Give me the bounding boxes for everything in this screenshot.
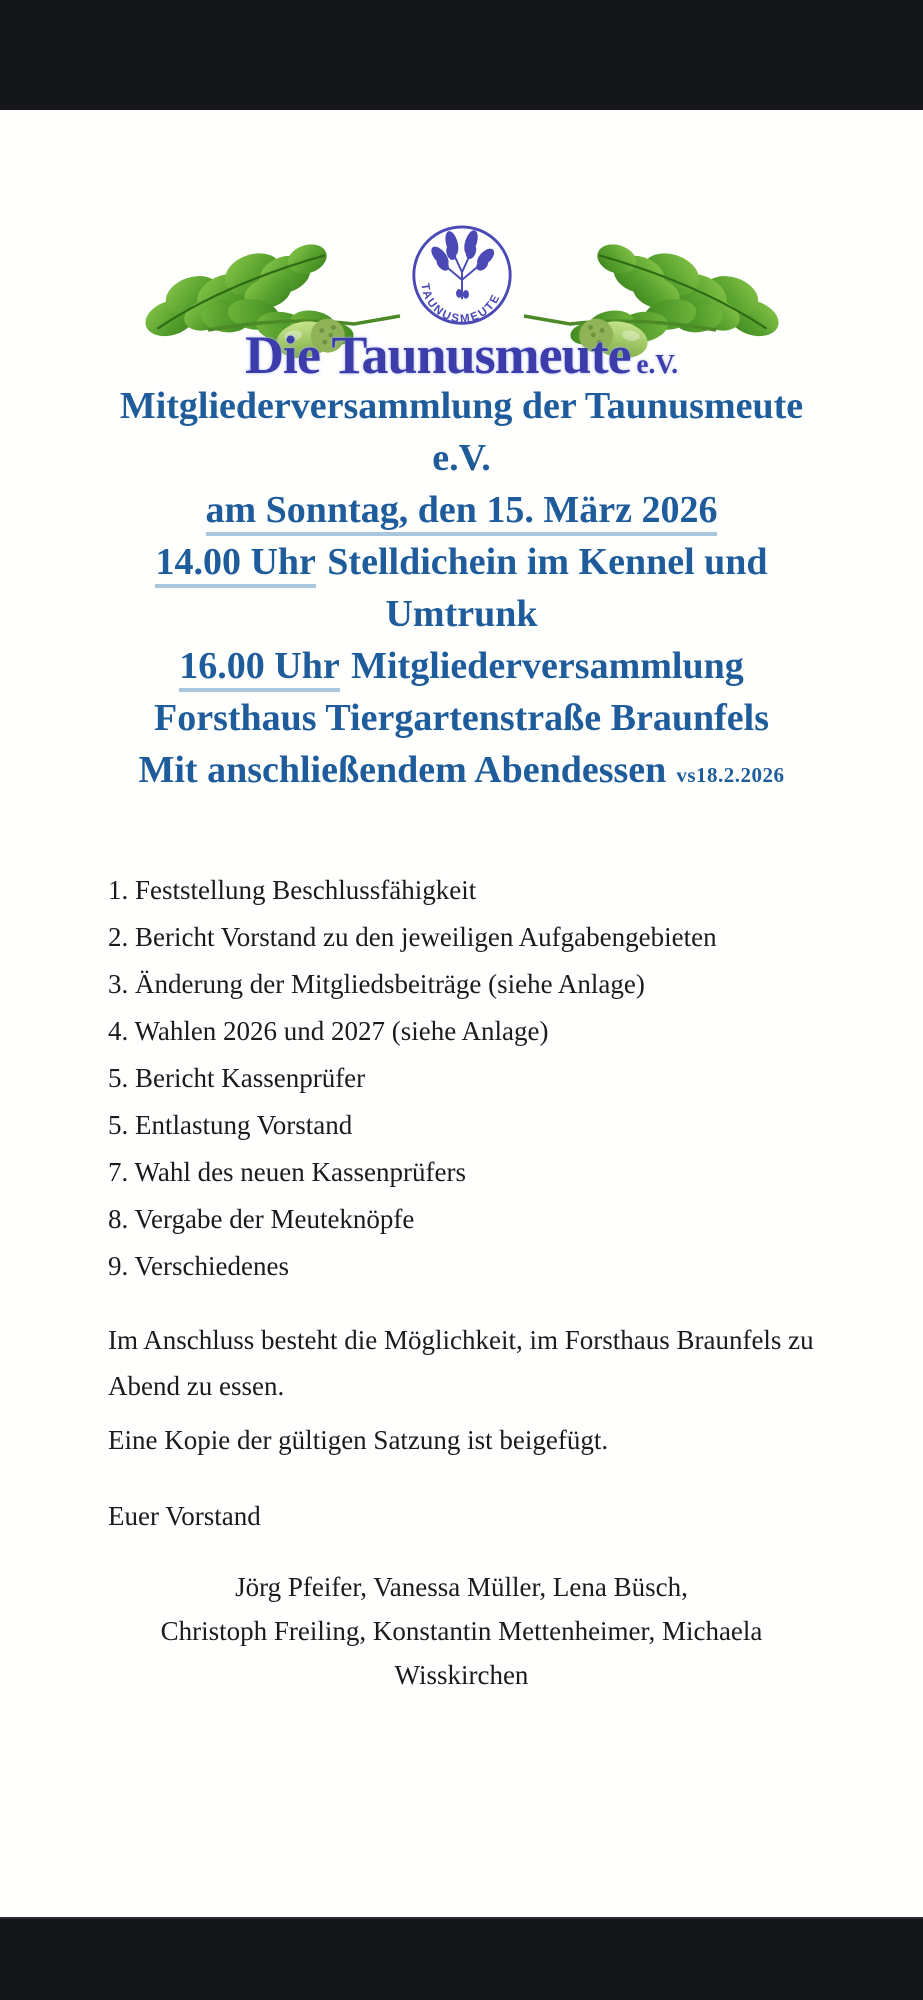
agenda-item-6: 5. Entlastung Vorstand [108, 1110, 353, 1140]
signature-line-2: Christoph Freiling, Konstantin Mettenheimer, Michaela [160, 1616, 763, 1646]
closing-salutation: Euer Vorstand [108, 1501, 261, 1531]
signature-line-3: Wisskirchen [394, 1660, 529, 1690]
svg-text:TAUNUSMEUTE: TAUNUSMEUTE [417, 282, 503, 326]
club-name-suffix: e.V. [636, 349, 679, 379]
schedule-2-time: 16.00 Uhr [179, 645, 339, 692]
agenda-item-7: 7. Wahl des neuen Kassenprüfers [108, 1157, 466, 1187]
club-name [132, 324, 792, 386]
club-emblem-icon [409, 222, 515, 332]
dinner-text: Mit anschließendem Abendessen [138, 749, 667, 791]
signature-line-1: Jörg Pfeifer, Vanessa Müller, Lena Büsch, [235, 1572, 688, 1602]
signature-block [0, 1565, 923, 1697]
agenda-item-1: 1. Feststellung Beschlussfähigkeit [108, 875, 477, 905]
location-line: Forsthaus Tiergartenstraße Braunfels [153, 697, 769, 739]
club-name-text: Die Taunusmeute [244, 325, 631, 385]
club-logo [132, 226, 792, 385]
schedule-1-text: Stelldichein im Kennel und Umtrunk [327, 541, 768, 635]
agenda-item-9: 9. Verschiedenes [108, 1251, 289, 1281]
agenda-item-5: 5. Bericht Kassenprüfer [108, 1063, 366, 1093]
paragraph-dinner-option: Im Anschluss besteht die Möglichkeit, im Forsthaus Braunfels zu Abend zu essen. [108, 1325, 814, 1401]
agenda-item-4: 4. Wahlen 2026 und 2027 (siehe Anlage) [108, 1016, 549, 1046]
agenda-item-2: 2. Bericht Vorstand zu den jeweiligen Aufgabengebieten [108, 922, 717, 952]
date-text: am Sonntag, den 15. März 2026 [206, 489, 718, 536]
version-note: vs18.2.2026 [676, 763, 785, 787]
dinner-line [0, 744, 923, 801]
paragraph-statutes: Eine Kopie der gültigen Satzung ist beigefügt. [108, 1425, 609, 1455]
top-letterbox-bar [0, 0, 923, 110]
title-line-2: e.V. [432, 437, 491, 479]
agenda-item-3: 3. Änderung der Mitgliedsbeiträge (siehe Anlage) [108, 969, 645, 999]
invitation-document [0, 110, 923, 1917]
agenda-list [108, 875, 823, 1281]
schedule-1-time: 14.00 Uhr [155, 541, 315, 588]
agenda-item-8: 8. Vergabe der Meuteknöpfe [108, 1204, 415, 1234]
schedule-line-1 [112, 536, 812, 640]
title-line-1: Mitgliederversammlung der Taunusmeute [119, 385, 804, 427]
schedule-line-2 [0, 640, 923, 692]
bottom-letterbox-bar [0, 1917, 923, 2000]
date-line [0, 484, 923, 536]
schedule-2-text: Mitgliederversammlung [351, 645, 744, 687]
invitation-header [0, 380, 923, 801]
